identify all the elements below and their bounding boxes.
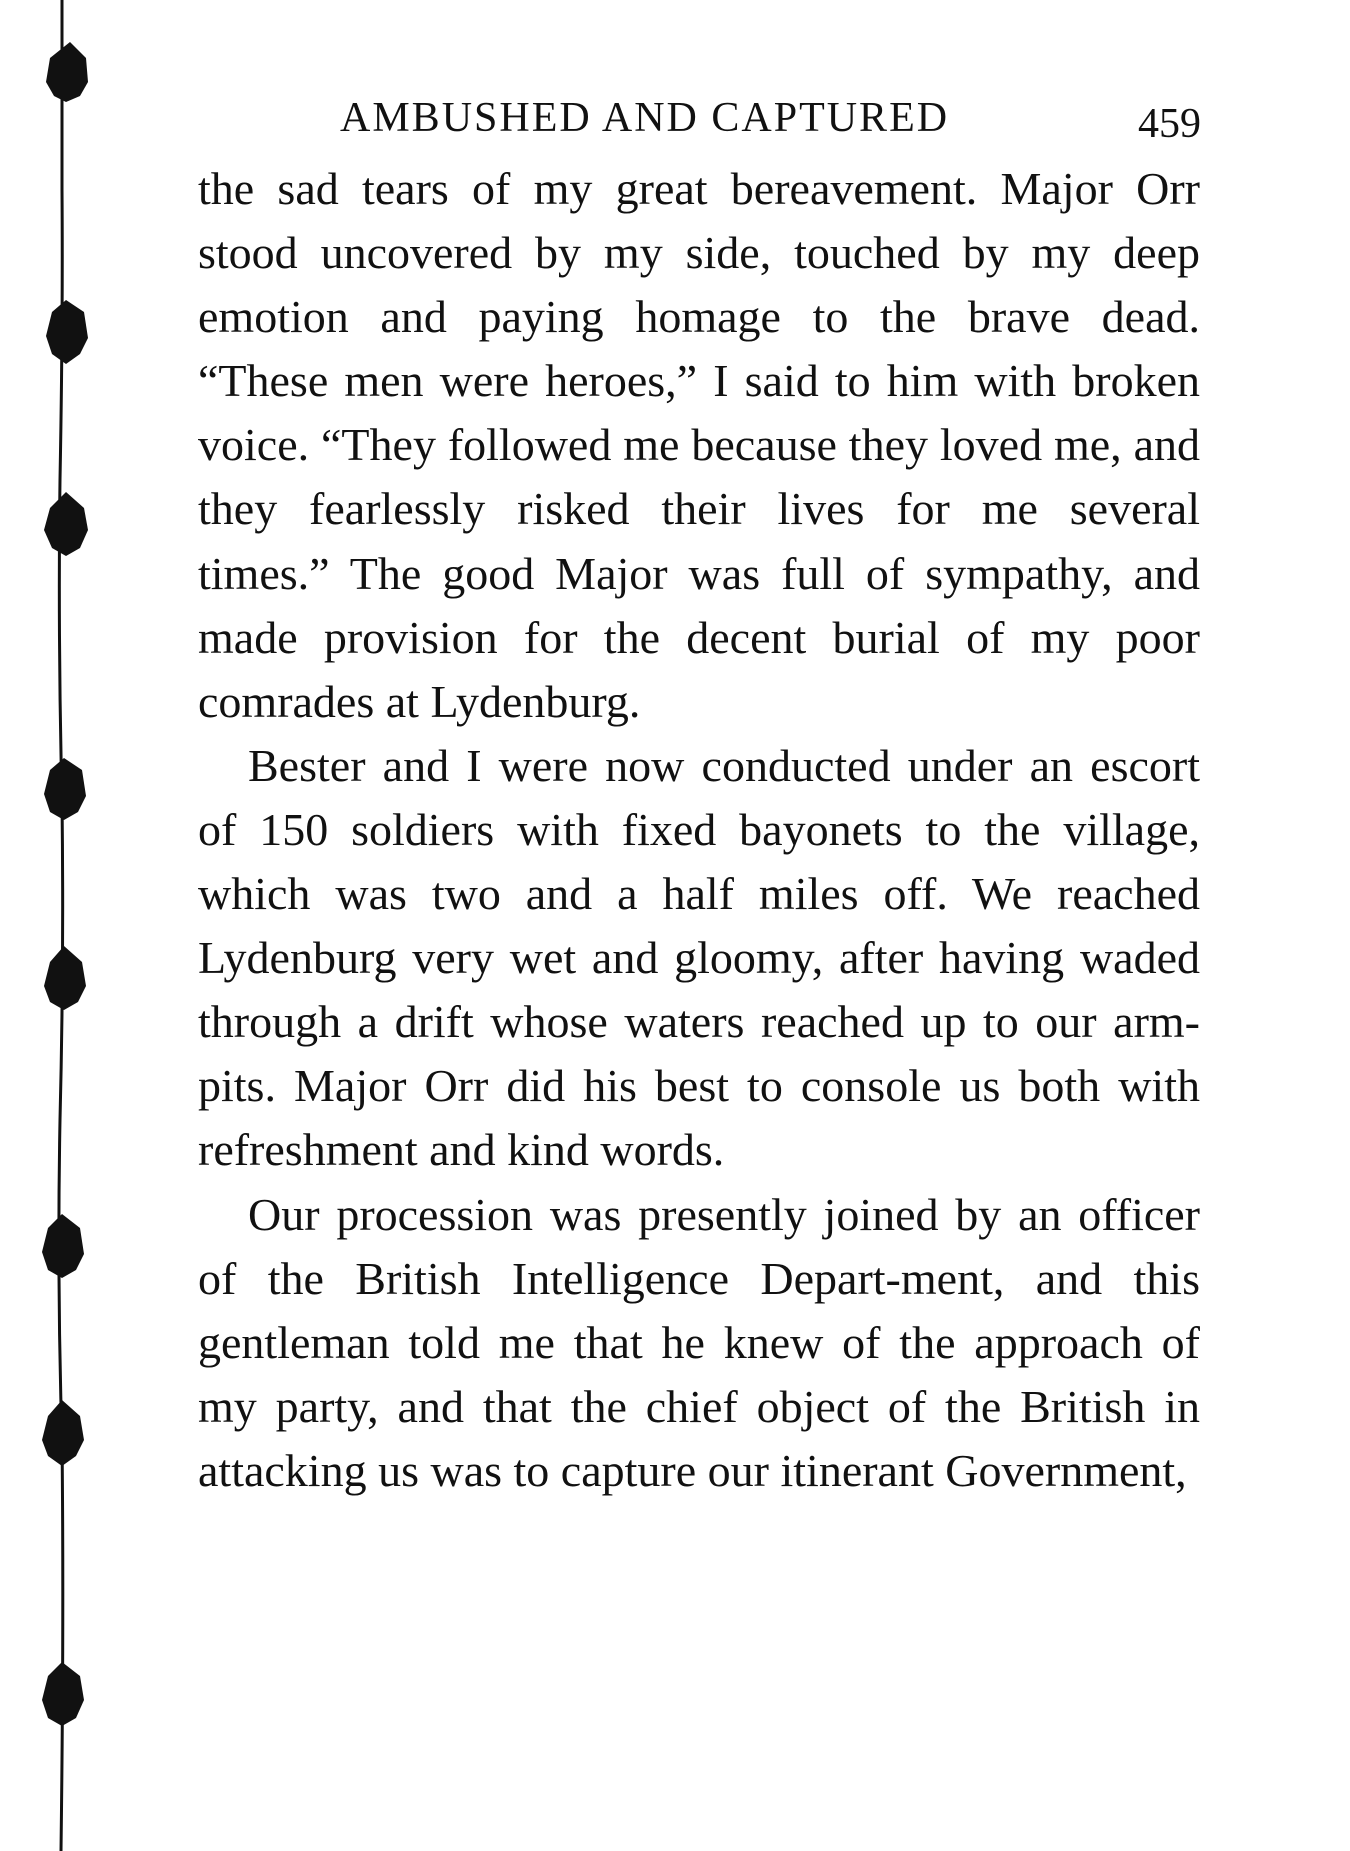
paragraph: Our procession was presently joined by an officer of the British Intelligence Depart-ment, and this gentleman told me that he knew of the approach of my party, and that the chief object of the British in attacking us was to capture our itinerant Government, (198, 1188, 1200, 1496)
paragraph: Bester and I were now conducted under an escort of 150 soldiers with fixed bayonets to the village, which was two and a half miles off. We reached Lydenburg very wet and gloomy, after having waded through a drift whose waters reached up to our arm-pits. Major Orr did his best to console us both with refreshment and kind words. (198, 739, 1200, 1176)
page-header (0, 88, 1350, 148)
leaf-vine-border-icon (0, 0, 120, 1851)
paragraph: the sad tears of my great bereavement. Major Orr stood uncovered by my side, touched by my deep emotion and paying homage to the brave dead. “These men were heroes,” I said to him with broken voice. “They followed me because they loved me, and they fearlessly risked their lives for me several times.” The good Major was full of sympathy, and made provision for the decent burial of my poor comrades at Lydenburg. (198, 163, 1200, 727)
page-number: 459 (1138, 101, 1201, 147)
body-text (198, 157, 1200, 1503)
running-head: AMBUSHED AND CAPTURED (340, 95, 950, 141)
